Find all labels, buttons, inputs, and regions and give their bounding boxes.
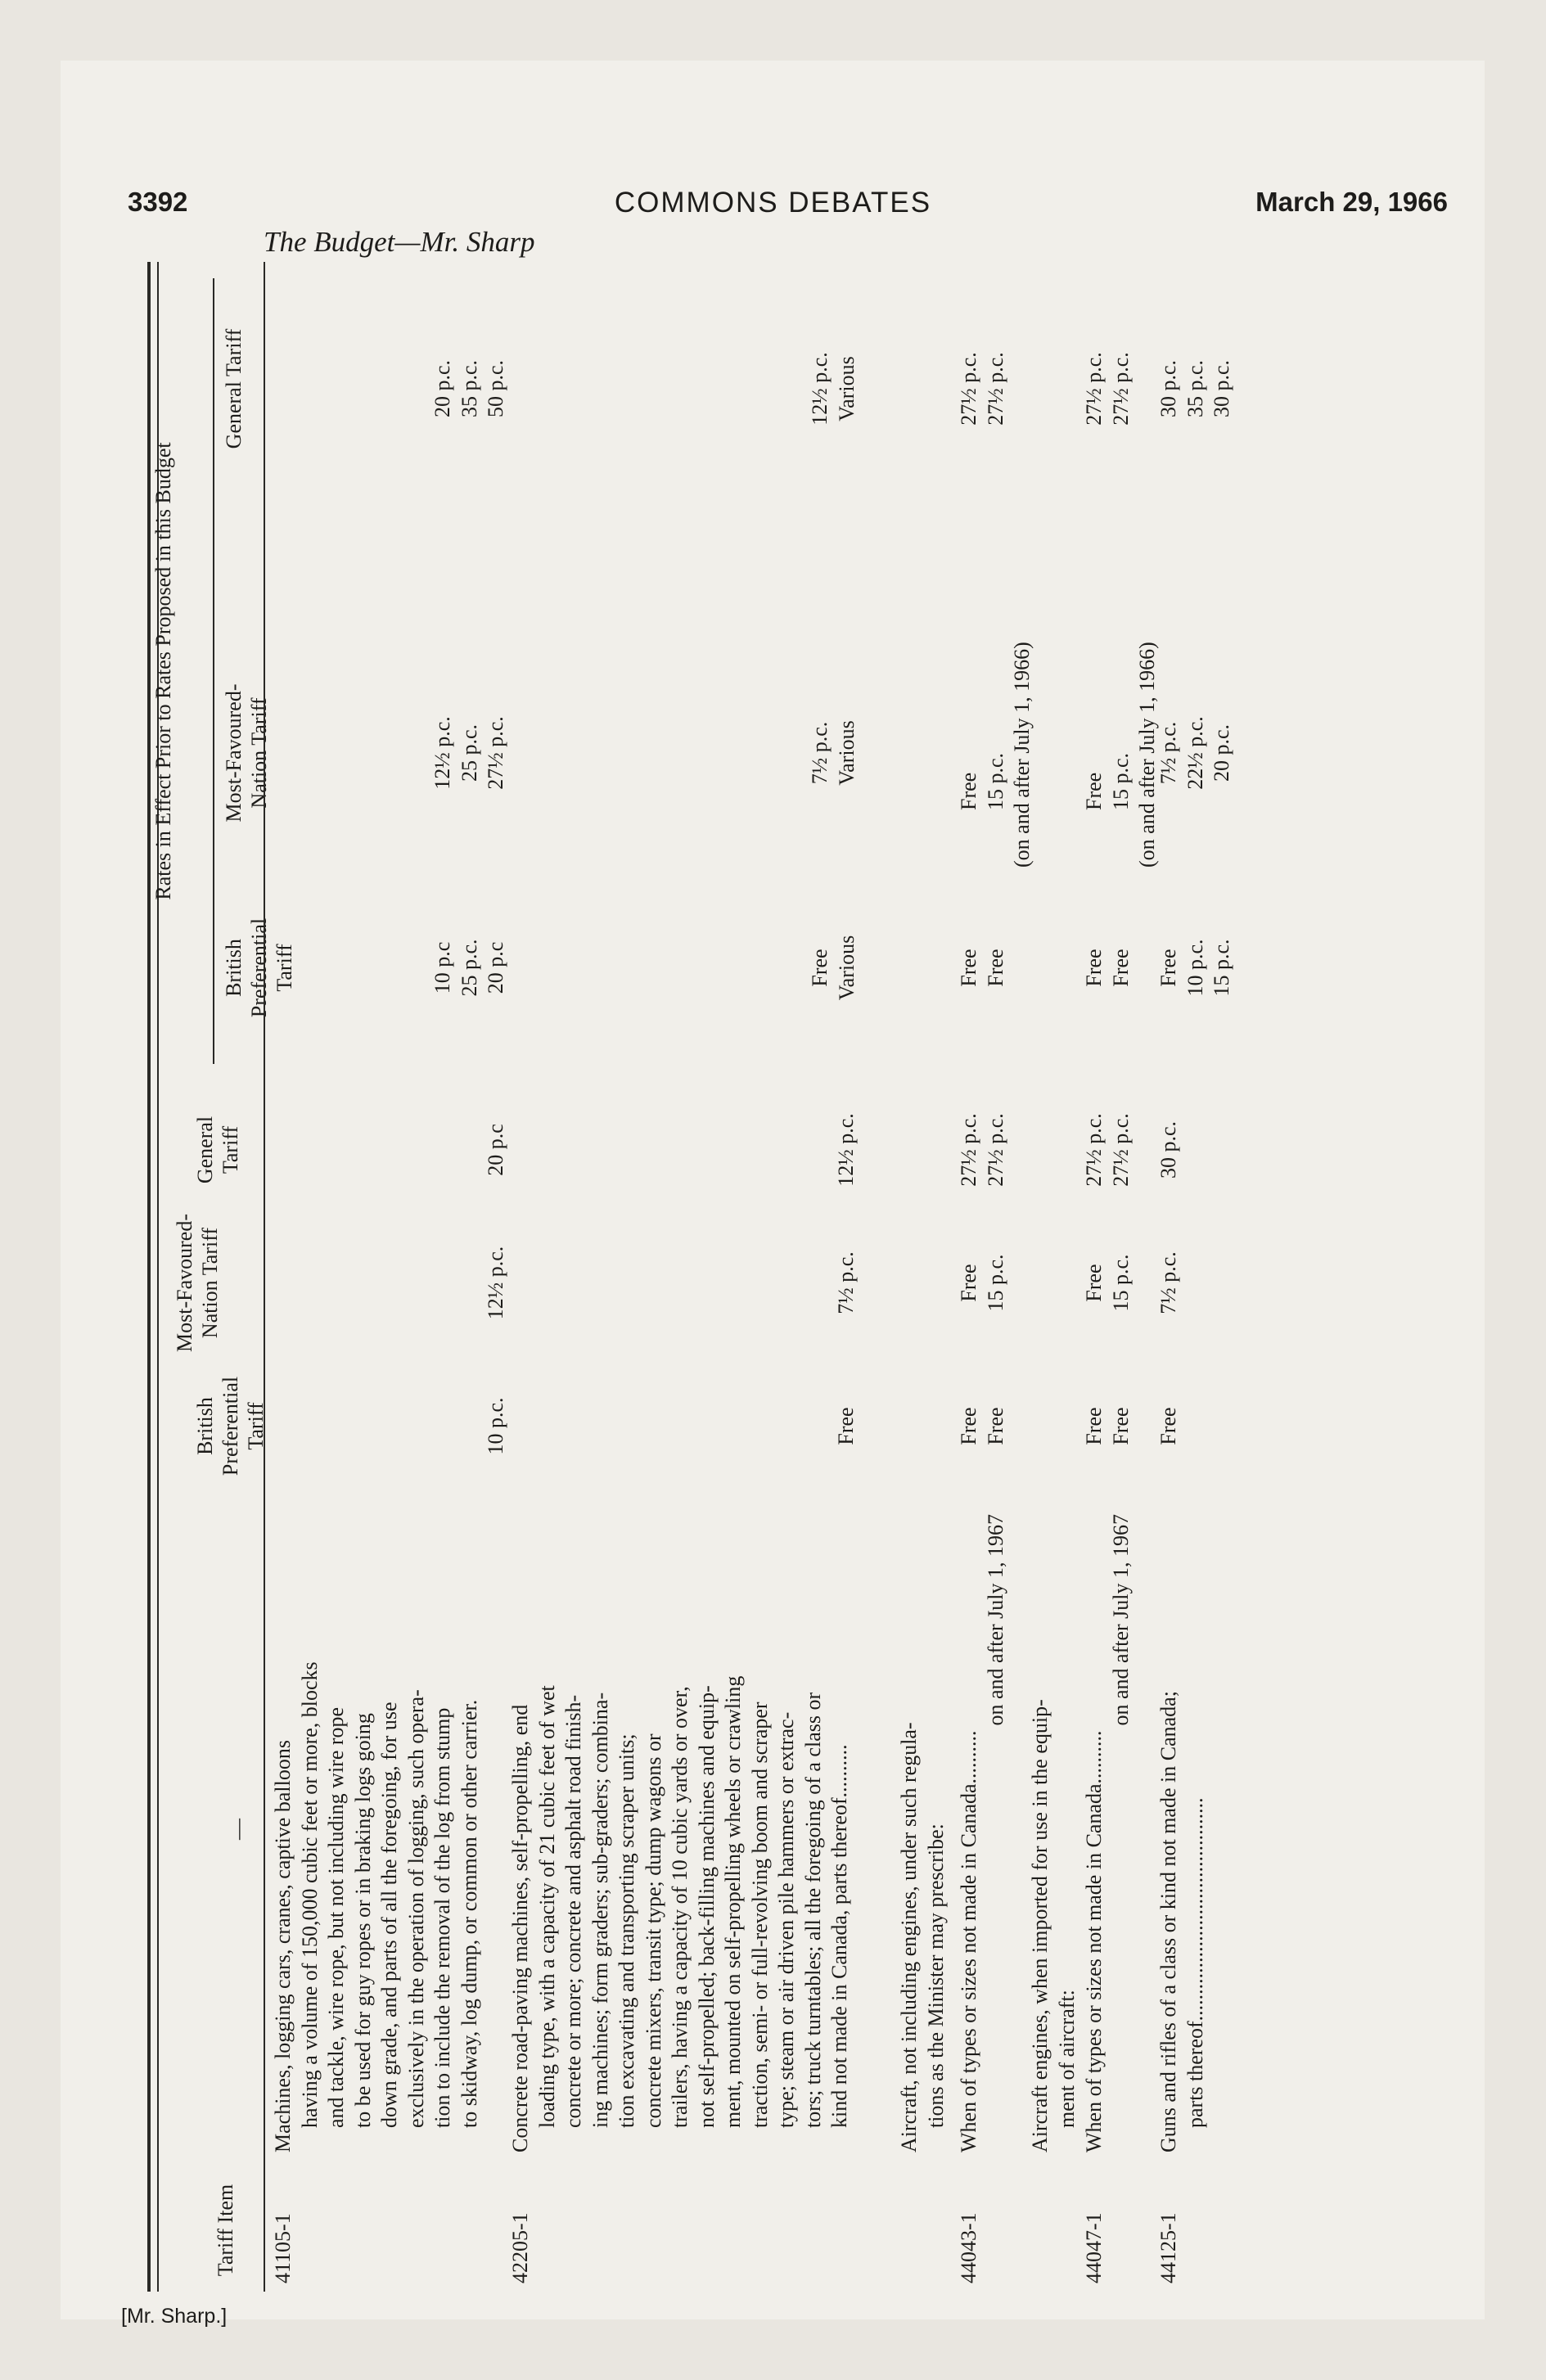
item-description: Concrete road-paving machines, self-propelling, end loading type, with a capacity of 21 cubic feet of wet concrete or more; concrete and asphalt road finish- ing machines; form graders; sub-graders; combina- tion excavating and transporting scraper units; concrete mixers, transit type; dump wagons or trailers, having a capacity of 10 cubic yards or over, not self-propelled; back-filling machines and equip- ment, mounted on self-propelling wheels or crawling traction, semi- or full-revolving boom and scraper type; steam or air driven pile hammers or extrac- tors; truck turntables; all the foregoing of a class or kind not made in Canada, parts thereof..........: [508, 1675, 851, 2152]
prior-group-rule: [213, 278, 214, 1064]
rate-mfn: Free 15 p.c.: [957, 1254, 1007, 1312]
page-date: March 29, 1966: [1255, 187, 1448, 217]
prior-rate-bpt: Free Various: [808, 935, 859, 1001]
header-bpt: British Preferential Tariff: [193, 1376, 268, 1476]
header-gt: General Tariff: [193, 1116, 243, 1184]
tariff-item-number: 44047-1: [1082, 2212, 1106, 2283]
item-description: When of types or sizes not made in Canada.......... on and after July 1, 1967: [1082, 1514, 1133, 2152]
header-prior-group: Rates in Effect Prior to Rates Proposed in this Budget: [151, 442, 175, 900]
item-group-heading: Aircraft engines, when imported for use in the equip- ment of aircraft:: [1028, 1699, 1079, 2152]
rate-bpt: 10 p.c.: [484, 1397, 507, 1455]
item-description: Guns and rifles of a class or kind not made in Canada; parts thereof..........................................: [1156, 1691, 1207, 2152]
prior-rate-mfn: 7½ p.c. 22½ p.c. 20 p.c.: [1156, 716, 1233, 790]
tariff-table: [147, 262, 1375, 2292]
header-description: —: [226, 1819, 250, 1840]
prior-rate-mfn: Free 15 p.c. (on and after July 1, 1966): [1082, 642, 1159, 868]
prior-rate-mfn: Free 15 p.c. (on and after July 1, 1966): [957, 642, 1034, 868]
item-description: When of types or sizes not made in Canada.......... on and after July 1, 1967: [957, 1514, 1007, 2152]
rate-mfn: 7½ p.c.: [834, 1251, 858, 1314]
tariff-item-number: 41105-1: [271, 2213, 295, 2283]
tariff-item-number: 44043-1: [957, 2212, 980, 2283]
prior-rate-gt: 27½ p.c. 27½ p.c.: [1082, 352, 1133, 426]
tariff-item-number: 42205-1: [508, 2212, 532, 2283]
prior-rate-bpt: 10 p.c 25 p.c. 20 p.c: [430, 939, 507, 997]
prior-rate-mfn: 7½ p.c. Various: [808, 720, 859, 786]
rate-gt: 20 p.c: [484, 1124, 507, 1176]
item-description: Machines, logging cars, cranes, captive balloons having a volume of 150,000 cubic feet or more, blocks and tackle, wire rope, but not including wire rope to be used for guy ropes or in braking logs going down grade, and parts of all the foregoing, for use exclusively in the operation of logging, such opera- tion to include the removal of the log from stump to skidway, log dump, or common or other carrier.: [271, 1661, 481, 2152]
prior-rate-mfn: 12½ p.c. 25 p.c. 27½ p.c.: [430, 716, 507, 790]
prior-rate-gt: 30 p.c. 35 p.c. 30 p.c.: [1156, 359, 1233, 418]
page-subtitle: The Budget—Mr. Sharp: [264, 226, 535, 258]
header-mfn: Most-Favoured-Nation Tariff: [173, 1214, 223, 1352]
prior-rate-gt: 12½ p.c. Various: [808, 352, 859, 426]
header-bottom-rule: [264, 262, 265, 2292]
rate-gt: 27½ p.c. 27½ p.c.: [957, 1113, 1007, 1187]
page-number: 3392: [128, 187, 188, 217]
rate-mfn: 7½ p.c.: [1156, 1251, 1180, 1314]
prior-rate-gt: 27½ p.c. 27½ p.c.: [957, 352, 1007, 426]
rate-bpt: Free: [834, 1407, 858, 1445]
rate-bpt: Free: [1156, 1407, 1180, 1445]
rate-gt: 12½ p.c.: [834, 1113, 858, 1187]
rate-mfn: 12½ p.c.: [484, 1246, 507, 1320]
rate-bpt: Free Free: [957, 1407, 1007, 1445]
rate-mfn: Free 15 p.c.: [1082, 1254, 1133, 1312]
header-tariff-item: Tariff Item: [214, 2184, 237, 2277]
prior-rate-bpt: Free 10 p.c. 15 p.c.: [1156, 939, 1233, 997]
rate-bpt: Free Free: [1082, 1407, 1133, 1445]
rate-gt: 27½ p.c. 27½ p.c.: [1082, 1113, 1133, 1187]
header-prior-bpt: British Preferential Tariff: [222, 917, 297, 1018]
tariff-item-number: 44125-1: [1156, 2212, 1180, 2283]
header-prior-mfn: Most-Favoured-Nation Tariff: [222, 683, 272, 823]
prior-rate-gt: 20 p.c. 35 p.c. 50 p.c.: [430, 359, 507, 418]
item-group-heading: Aircraft, not including engines, under such regula- tions as the Minister may prescribe:: [897, 1722, 948, 2152]
rate-gt: 30 p.c.: [1156, 1120, 1180, 1179]
prior-rate-bpt: Free Free: [1082, 949, 1133, 987]
journal-title: COMMONS DEBATES: [614, 187, 932, 219]
header-prior-gt: General Tariff: [222, 328, 246, 449]
speaker-label: [Mr. Sharp.]: [121, 2305, 228, 2328]
prior-rate-bpt: Free Free: [957, 949, 1007, 987]
